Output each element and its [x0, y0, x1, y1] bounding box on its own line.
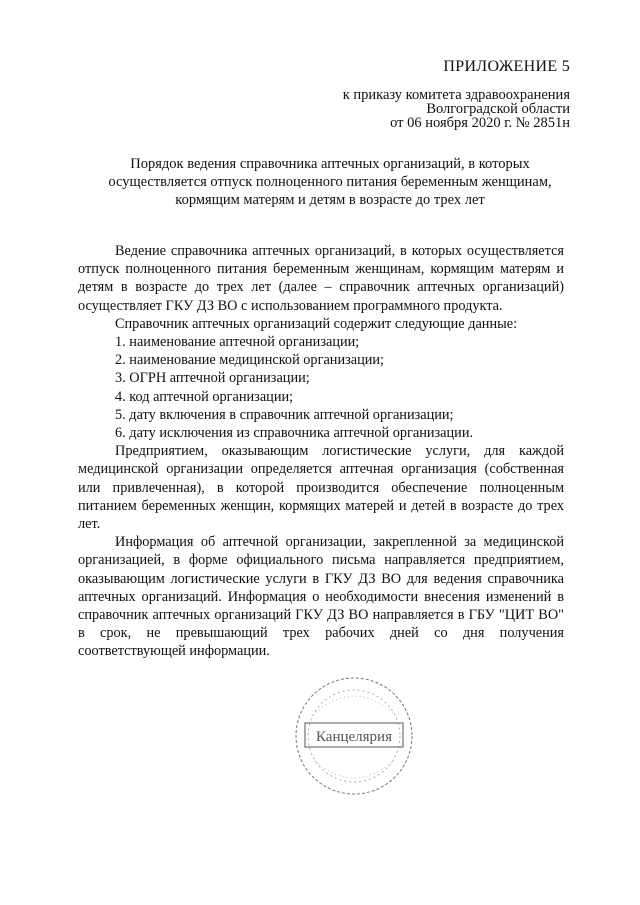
list-item: 4. код аптечной организации; — [115, 388, 294, 405]
list-item: 6. дату исключения из справочника аптечной организации. — [115, 425, 474, 442]
document-title — [80, 155, 580, 209]
appendix-label: ПРИЛОЖЕНИЕ 5 — [443, 58, 570, 75]
stamp-arc-marks — [313, 696, 395, 715]
list-item: 5. дату включения в справочник аптечной организации; — [115, 406, 454, 423]
list-item: 3. ОГРН аптечной организации; — [115, 370, 310, 387]
title-line: кормящим матерям и детям в возрасте до трех лет — [175, 192, 485, 208]
paragraph-maintenance: Ведение справочника аптечных организаций, в которых осуществляется отпуск полноценного питания беременным женщинам, кормящим матерям и детям в возрасте до трех лет (далее – справочник аптечных организаций) осуществляет ГКУ ДЗ ВО с использованием программного продукта. — [78, 243, 564, 314]
title-line: осуществляется отпуск полноценного питания беременным женщинам, — [108, 174, 552, 190]
list-item: 1. наименование аптечной организации; — [115, 334, 360, 351]
paragraph-logistics: Предприятием, оказывающим логистические услуги, для каждой медицинской организации определяется аптечная организация (собственная или привлеченная), в которой производится обеспечение полноценным питанием беременных женщин, кормящих матерей и детей в возрасте до трех лет. — [78, 443, 564, 533]
document-header — [343, 58, 570, 130]
stamp-arc-marks — [315, 761, 393, 778]
paragraph-information: Информация об аптечной организации, закрепленной за медицинской организацией, в форме официального письма направляется предприятием, оказывающим логистические услуги в ГКУ ДЗ ВО для ведения справочника аптечных организаций. Информация о необходимости внесения изменений в справочник аптечных организаций ГКУ ДЗ ВО направляется в ГБУ "ЦИТ ВО" в срок, не превышающий трех рабочих дней со дня получения соответствующей информации. — [78, 534, 564, 660]
title-line: Порядок ведения справочника аптечных организаций, в которых — [130, 156, 530, 172]
order-line-date-number: от 06 ноября 2020 г. № 2851н — [390, 115, 570, 131]
office-stamp — [293, 675, 415, 797]
order-line-region: Волгоградской области — [426, 101, 570, 117]
order-line-committee: к приказу комитета здравоохранения — [342, 87, 570, 103]
order-reference — [343, 88, 570, 130]
document-body — [78, 242, 564, 661]
list-intro: Справочник аптечных организаций содержит следующие данные: — [115, 315, 518, 332]
list-item: 2. наименование медицинской организации; — [115, 352, 385, 369]
stamp-text: Канцелярия — [316, 729, 392, 745]
